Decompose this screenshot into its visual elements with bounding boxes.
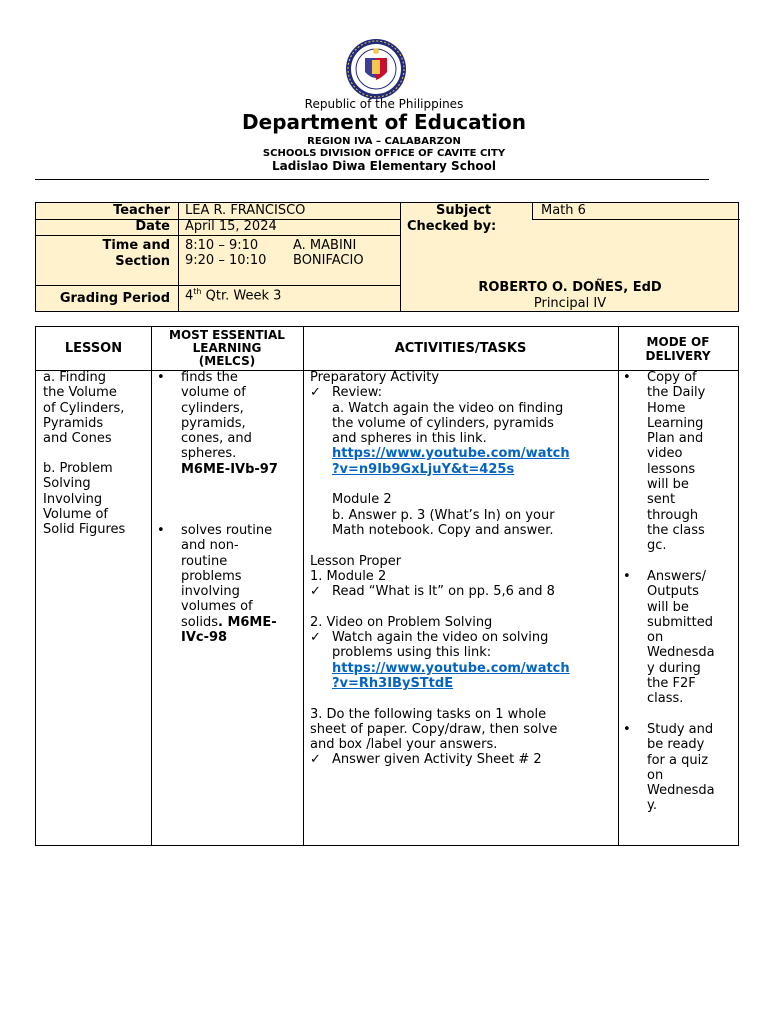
- activities-cell: Preparatory Activity ✓ Review: a. Watch again the video on finding the volume of cylinders, pyramids and spheres in this link. https://www.youtube.com/watch ?v=n9Ib9GxLjuY&t=425s Module 2 b. Answer p. 3 (What’s In) on your Math notebook. Copy and answer. Lesson Proper 1. Module 2 ✓ Read “What is It” on pp. 5,6 and 8 2. Video on Problem Solving ✓ Watch again the video on solving problems using this link: https://www.youtube.com/watch ?v=Rh3IBySTtdE 3. Do the following tasks on 1 whole sheet of paper. Copy/draw, then solve and box /label your answers. ✓ Answer given Activity Sheet # 2: [310, 370, 615, 768]
- time-section-label: Section: [115, 254, 170, 269]
- melcs-header: MOST ESSENTIAL LEARNING (MELCS): [169, 328, 285, 368]
- preparatory-activity: Preparatory Activity: [310, 370, 440, 385]
- bullet: •: [157, 523, 165, 538]
- lesson-a: a. Finding the Volume of Cylinders, Pyramids and Cones: [43, 370, 125, 447]
- division-label: SCHOOLS DIVISION OFFICE OF CAVITE CITY: [262, 148, 506, 159]
- lesson-plan-table: [35, 326, 739, 846]
- date-value: April 15, 2024: [185, 219, 277, 234]
- info-divider: [532, 203, 533, 219]
- check-icon: ✓: [310, 584, 321, 600]
- subject-value: Math 6: [541, 203, 586, 218]
- check-icon: ✓: [310, 385, 321, 401]
- time-value: 9:20 – 10:10: [185, 253, 267, 268]
- column-divider: [151, 327, 152, 845]
- mode-item-1: Copy of the Daily Home Learning Plan and video lessons will be sent through the class gc.: [647, 370, 706, 554]
- time-value: 8:10 – 9:10: [185, 238, 259, 253]
- melc-code-2: . M6ME-: [217, 614, 277, 630]
- section-value: BONIFACIO: [293, 253, 364, 268]
- grading-period-label: Grading Period: [59, 291, 170, 306]
- principal-title: Principal IV: [533, 296, 607, 311]
- region-label: REGION IVA – CALABARZON: [307, 136, 461, 147]
- melc-item-2: solves routine and non- routine problems involving volumes of solids. M6ME- IVc-98: [181, 523, 277, 646]
- deped-seal-logo: [341, 38, 411, 100]
- video-link-volume[interactable]: https://www.youtube.com/watch ?v=n9Ib9GxLjuY&t=425s: [332, 446, 570, 477]
- check-icon: ✓: [310, 752, 321, 768]
- column-divider: [618, 327, 619, 845]
- mode-item-2: Answers/ Outputs will be submitted on Wednesda y during the F2F class.: [647, 569, 715, 707]
- melc-item-1: finds the volume of cylinders, pyramids, cones, and spheres. M6ME-IVb-97: [181, 370, 278, 477]
- lesson-proper: Lesson Proper: [310, 553, 402, 569]
- info-table: [35, 202, 739, 312]
- header-divider: [35, 179, 709, 180]
- section-value: A. MABINI: [293, 238, 357, 253]
- teacher-label: Teacher: [113, 203, 170, 218]
- checked-by-label: Checked by:: [407, 219, 497, 234]
- info-divider: [36, 235, 400, 236]
- bullet: •: [157, 370, 165, 385]
- info-divider: [532, 219, 740, 220]
- activities-header: ACTIVITIES/TASKS: [394, 340, 527, 356]
- school-name: Ladislao Diwa Elementary School: [272, 159, 496, 173]
- bullet: •: [623, 569, 631, 584]
- principal-name: ROBERTO O. DOÑES, EdD: [478, 280, 662, 295]
- republic-label: Republic of the Philippines: [304, 97, 464, 111]
- bullet: •: [623, 722, 631, 737]
- melc-code-1: M6ME-IVb-97: [181, 461, 278, 477]
- check-icon: ✓: [310, 630, 321, 646]
- lesson-b: b. Problem Solving Involving Volume of Solid Figures: [43, 461, 126, 538]
- teacher-value: LEA R. FRANCISCO: [185, 203, 306, 218]
- date-label: Date: [135, 219, 170, 234]
- bullet: •: [623, 370, 631, 385]
- mode-header: MODE OF DELIVERY: [645, 334, 711, 363]
- subject-label: Subject: [436, 203, 492, 218]
- video-link-problem-solving[interactable]: https://www.youtube.com/watch ?v=Rh3IBySTtdE: [332, 660, 570, 691]
- time-section-label: Time and: [102, 238, 170, 253]
- info-divider: [36, 285, 400, 286]
- mode-item-3: Study and be ready for a quiz on Wednesda y.: [647, 722, 715, 814]
- department-title: Department of Education: [242, 110, 526, 134]
- grading-period-value: 4th Qtr. Week 3: [185, 287, 282, 304]
- lesson-header: LESSON: [64, 340, 123, 356]
- column-divider: [303, 327, 304, 845]
